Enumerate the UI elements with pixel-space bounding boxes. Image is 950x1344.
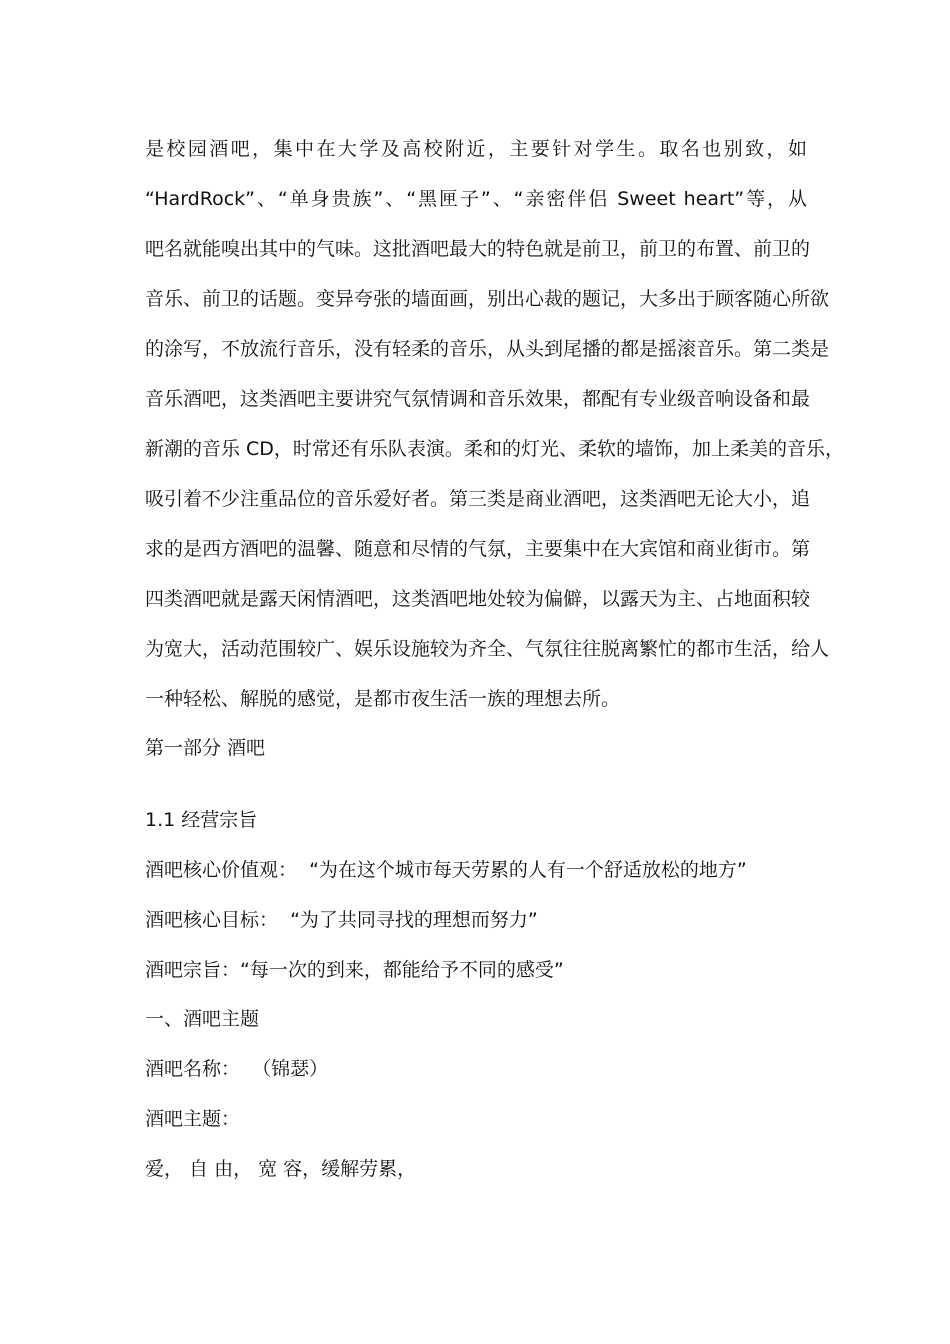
bar-theme-label: 酒吧主题：: [145, 1108, 241, 1130]
paragraph-line-4: 音乐、前卫的话题。变异夸张的墙面画，别出心裁的题记，大多出于顾客随心所欲: [145, 288, 830, 310]
paragraph-line-8: 吸引着不少注重品位的音乐爱好者。第三类是商业酒吧，这类酒吧无论大小，追: [145, 488, 811, 510]
paragraph-line-7: 新潮的音乐 CD，时常还有乐队表演。柔和的灯光、柔软的墙饰，加上柔美的音乐，: [145, 438, 844, 460]
bar-theme-values: 爱， 自 由， 宽 容，缓解劳累，: [145, 1158, 417, 1180]
paragraph-line-2: “HardRock”、“单身贵族”、“黑匣子”、“亲密伴侣 Sweet heart”等，从: [145, 188, 807, 210]
paragraph-line-5: 的涂写，不放流行音乐，没有轻柔的音乐，从头到尾播的都是摇滚音乐。第二类是: [145, 338, 830, 360]
purpose-line: 酒吧宗旨：“每一次的到来，都能给予不同的感受”: [145, 959, 564, 981]
paragraph-line-10: 四类酒吧就是露天闲情酒吧，这类酒吧地处较为偏僻，以露天为主、占地面积较: [145, 588, 811, 610]
theme-heading: 一、酒吧主题: [145, 1008, 260, 1030]
part-heading: 第一部分 酒吧: [145, 737, 266, 759]
paragraph-line-3: 吧名就能嗅出其中的气味。这批酒吧最大的特色就是前卫，前卫的布置、前卫的: [145, 238, 811, 260]
paragraph-line-6: 音乐酒吧，这类酒吧主要讲究气氛情调和音乐效果，都配有专业级音响设备和最: [145, 388, 811, 410]
section-heading: 1.1 经营宗旨: [145, 809, 258, 831]
core-value-line: 酒吧核心价值观： “为在这个城市每天劳累的人有一个舒适放松的地方”: [145, 859, 747, 881]
core-goal-line: 酒吧核心目标： “为了共同寻找的理想而努力”: [145, 909, 538, 931]
paragraph-line-1: 是校园酒吧，集中在大学及高校附近，主要针对学生。取名也别致，如: [145, 138, 807, 160]
bar-name-line: 酒吧名称： （锦瑟）: [145, 1058, 329, 1080]
paragraph-line-11: 为宽大，活动范围较广、娱乐设施较为齐全、气氛往往脱离繁忙的都市生活，给人: [145, 638, 830, 660]
paragraph-line-9: 求的是西方酒吧的温馨、随意和尽情的气氛，主要集中在大宾馆和商业街市。第: [145, 538, 811, 560]
paragraph-last-line: 一种轻松、解脱的感觉，是都市夜生活一族的理想去所。: [145, 688, 621, 710]
